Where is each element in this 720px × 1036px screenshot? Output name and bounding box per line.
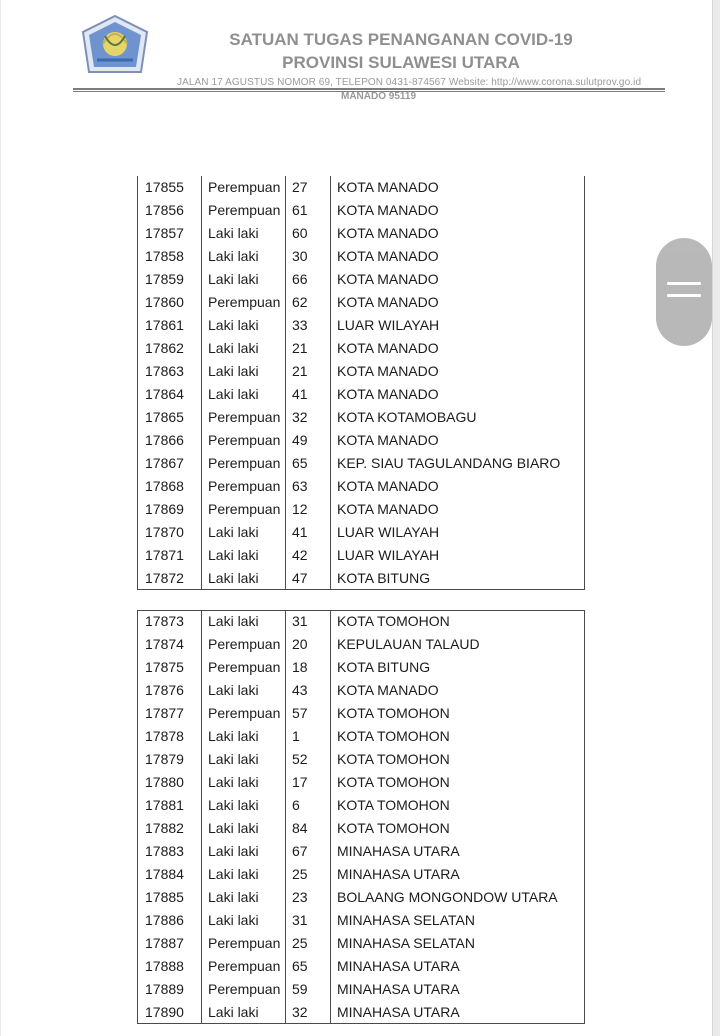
table-row — [137, 725, 585, 748]
table-bottom-border — [137, 589, 585, 590]
gender-cell: Laki laki — [208, 340, 259, 356]
location-cell: KOTA MANADO — [337, 432, 439, 448]
scroll-handle[interactable] — [656, 238, 712, 346]
table-row — [137, 291, 585, 314]
table-row — [137, 521, 585, 544]
location-cell: KOTA MANADO — [337, 501, 439, 517]
age-cell: 20 — [292, 636, 308, 652]
table-row — [137, 383, 585, 406]
location-cell: KOTA MANADO — [337, 202, 439, 218]
gender-cell: Laki laki — [208, 317, 259, 333]
gender-cell: Perempuan — [208, 478, 281, 494]
table-grid-line — [330, 610, 331, 1024]
gender-cell: Laki laki — [208, 797, 259, 813]
location-cell: KOTA MANADO — [337, 248, 439, 264]
table-row — [137, 268, 585, 291]
table-grid-line — [285, 176, 286, 590]
header-title: SATUAN TUGAS PENANGANAN COVID-19 — [229, 30, 573, 49]
gender-cell: Laki laki — [208, 682, 259, 698]
gender-cell: Perempuan — [208, 935, 281, 951]
gender-cell: Laki laki — [208, 751, 259, 767]
case-number-cell: 17871 — [145, 547, 184, 563]
gender-cell: Perempuan — [208, 179, 281, 195]
table-row — [137, 429, 585, 452]
age-cell: 25 — [292, 866, 308, 882]
table-grid-line — [584, 610, 585, 1024]
table-row — [137, 771, 585, 794]
case-number-cell: 17867 — [145, 455, 184, 471]
location-cell: KOTA TOMOHON — [337, 820, 450, 836]
table-row — [137, 337, 585, 360]
header-rule — [73, 88, 665, 90]
case-number-cell: 17890 — [145, 1004, 184, 1020]
gender-cell: Laki laki — [208, 728, 259, 744]
header-city: MANADO 95119 — [341, 91, 417, 102]
age-cell: 49 — [292, 432, 308, 448]
case-number-cell: 17859 — [145, 271, 184, 287]
gender-cell: Laki laki — [208, 866, 259, 882]
gender-cell: Laki laki — [208, 524, 259, 540]
case-number-cell: 17881 — [145, 797, 184, 813]
location-cell: LUAR WILAYAH — [337, 547, 440, 563]
age-cell: 17 — [292, 774, 308, 790]
gender-cell: Perempuan — [208, 705, 281, 721]
table-top-border — [137, 610, 585, 611]
age-cell: 31 — [292, 613, 308, 629]
table-row — [137, 452, 585, 475]
case-number-cell: 17875 — [145, 659, 184, 675]
age-cell: 65 — [292, 455, 308, 471]
gender-cell: Laki laki — [208, 889, 259, 905]
age-cell: 12 — [292, 501, 308, 517]
case-number-cell: 17861 — [145, 317, 184, 333]
table-row — [137, 794, 585, 817]
gender-cell: Laki laki — [208, 820, 259, 836]
age-cell: 43 — [292, 682, 308, 698]
gender-cell: Laki laki — [208, 386, 259, 402]
table-row — [137, 314, 585, 337]
location-cell: BOLAANG MONGONDOW UTARA — [337, 889, 558, 905]
table-row — [137, 748, 585, 771]
table-row — [137, 633, 585, 656]
table-row — [137, 886, 585, 909]
location-cell: KOTA TOMOHON — [337, 797, 450, 813]
gender-cell: Laki laki — [208, 1004, 259, 1020]
gender-cell: Perempuan — [208, 455, 281, 471]
age-cell: 66 — [292, 271, 308, 287]
table-row — [137, 679, 585, 702]
gender-cell: Laki laki — [208, 248, 259, 264]
table-bottom-border — [137, 1023, 585, 1024]
location-cell: KOTA MANADO — [337, 682, 439, 698]
location-cell: KOTA MANADO — [337, 271, 439, 287]
gender-cell: Perempuan — [208, 432, 281, 448]
age-cell: 59 — [292, 981, 308, 997]
location-cell: KOTA MANADO — [337, 478, 439, 494]
location-cell: MINAHASA UTARA — [337, 958, 460, 974]
location-cell: MINAHASA UTARA — [337, 1004, 460, 1020]
age-cell: 84 — [292, 820, 308, 836]
case-number-cell: 17874 — [145, 636, 184, 652]
location-cell: KOTA TOMOHON — [337, 751, 450, 767]
location-cell: KOTA MANADO — [337, 386, 439, 402]
case-number-cell: 17887 — [145, 935, 184, 951]
case-number-cell: 17863 — [145, 363, 184, 379]
location-cell: KOTA TOMOHON — [337, 613, 450, 629]
gender-cell: Laki laki — [208, 225, 259, 241]
location-cell: KOTA MANADO — [337, 340, 439, 356]
location-cell: LUAR WILAYAH — [337, 317, 440, 333]
age-cell: 52 — [292, 751, 308, 767]
location-cell: KOTA TOMOHON — [337, 728, 450, 744]
location-cell: KOTA KOTAMOBAGU — [337, 409, 477, 425]
table-row — [137, 245, 585, 268]
drag-handle-icon-line — [667, 294, 701, 297]
location-cell: MINAHASA SELATAN — [337, 935, 475, 951]
location-cell: KOTA MANADO — [337, 225, 439, 241]
table-row — [137, 176, 585, 199]
table-row — [137, 817, 585, 840]
table-row — [137, 406, 585, 429]
gender-cell: Laki laki — [208, 570, 259, 586]
gender-cell: Perempuan — [208, 409, 281, 425]
location-cell: KEPULAUAN TALAUD — [337, 636, 480, 652]
age-cell: 31 — [292, 912, 308, 928]
case-number-cell: 17856 — [145, 202, 184, 218]
age-cell: 18 — [292, 659, 308, 675]
table-grid-line — [137, 176, 138, 590]
gender-cell: Perempuan — [208, 659, 281, 675]
age-cell: 6 — [292, 797, 300, 813]
location-cell: MINAHASA UTARA — [337, 981, 460, 997]
table-row — [137, 840, 585, 863]
location-cell: KOTA MANADO — [337, 179, 439, 195]
case-number-cell: 17865 — [145, 409, 184, 425]
age-cell: 57 — [292, 705, 308, 721]
table-row — [137, 610, 585, 633]
gender-cell: Perempuan — [208, 981, 281, 997]
document-page — [1, 0, 713, 1036]
gender-cell: Laki laki — [208, 843, 259, 859]
location-cell: LUAR WILAYAH — [337, 524, 440, 540]
table-row — [137, 932, 585, 955]
table-row — [137, 1001, 585, 1024]
age-cell: 47 — [292, 570, 308, 586]
case-number-cell: 17858 — [145, 248, 184, 264]
gender-cell: Perempuan — [208, 501, 281, 517]
table-row — [137, 702, 585, 725]
age-cell: 30 — [292, 248, 308, 264]
table-row — [137, 656, 585, 679]
location-cell: KOTA TOMOHON — [337, 774, 450, 790]
table-row — [137, 544, 585, 567]
gender-cell: Perempuan — [208, 958, 281, 974]
age-cell: 1 — [292, 728, 300, 744]
header-address: JALAN 17 AGUSTUS NOMOR 69, TELEPON 0431-874567 Website: http://www.corona.sulutprov.go.id — [177, 77, 642, 88]
age-cell: 27 — [292, 179, 308, 195]
age-cell: 41 — [292, 386, 308, 402]
gender-cell: Perempuan — [208, 202, 281, 218]
table-grid-line — [201, 610, 202, 1024]
table-grid-line — [584, 176, 585, 590]
location-cell: MINAHASA UTARA — [337, 843, 460, 859]
table-row — [137, 498, 585, 521]
table-row — [137, 978, 585, 1001]
case-number-cell: 17869 — [145, 501, 184, 517]
case-number-cell: 17879 — [145, 751, 184, 767]
age-cell: 67 — [292, 843, 308, 859]
location-cell: KOTA TOMOHON — [337, 705, 450, 721]
case-number-cell: 17872 — [145, 570, 184, 586]
drag-handle-icon — [667, 282, 701, 285]
case-number-cell: 17864 — [145, 386, 184, 402]
age-cell: 41 — [292, 524, 308, 540]
gender-cell: Perempuan — [208, 636, 281, 652]
table-row — [137, 222, 585, 245]
age-cell: 60 — [292, 225, 308, 241]
case-number-cell: 17880 — [145, 774, 184, 790]
case-number-cell: 17889 — [145, 981, 184, 997]
gender-cell: Laki laki — [208, 613, 259, 629]
location-cell: MINAHASA SELATAN — [337, 912, 475, 928]
table-row — [137, 567, 585, 590]
gender-cell: Laki laki — [208, 774, 259, 790]
case-number-cell: 17860 — [145, 294, 184, 310]
case-number-cell: 17883 — [145, 843, 184, 859]
case-number-cell: 17878 — [145, 728, 184, 744]
case-number-cell: 17885 — [145, 889, 184, 905]
case-number-cell: 17886 — [145, 912, 184, 928]
table-row — [137, 955, 585, 978]
case-number-cell: 17888 — [145, 958, 184, 974]
age-cell: 33 — [292, 317, 308, 333]
location-cell: KOTA MANADO — [337, 294, 439, 310]
header-subtitle: PROVINSI SULAWESI UTARA — [282, 53, 520, 72]
provincial-emblem-icon — [81, 14, 149, 80]
table-grid-line — [285, 610, 286, 1024]
table-row — [137, 199, 585, 222]
age-cell: 32 — [292, 1004, 308, 1020]
case-number-cell: 17868 — [145, 478, 184, 494]
age-cell: 21 — [292, 363, 308, 379]
table-row — [137, 360, 585, 383]
case-number-cell: 17884 — [145, 866, 184, 882]
table-row — [137, 475, 585, 498]
case-number-cell: 17862 — [145, 340, 184, 356]
age-cell: 63 — [292, 478, 308, 494]
case-number-cell: 17857 — [145, 225, 184, 241]
table-row — [137, 909, 585, 932]
case-number-cell: 17882 — [145, 820, 184, 836]
gender-cell: Laki laki — [208, 912, 259, 928]
case-number-cell: 17870 — [145, 524, 184, 540]
case-table-2 — [137, 610, 585, 1024]
location-cell: KEP. SIAU TAGULANDANG BIARO — [337, 455, 561, 471]
gender-cell: Laki laki — [208, 271, 259, 287]
case-number-cell: 17855 — [145, 179, 184, 195]
location-cell: KOTA BITUNG — [337, 570, 431, 586]
location-cell: KOTA MANADO — [337, 363, 439, 379]
case-number-cell: 17877 — [145, 705, 184, 721]
age-cell: 25 — [292, 935, 308, 951]
age-cell: 65 — [292, 958, 308, 974]
gender-cell: Perempuan — [208, 294, 281, 310]
age-cell: 62 — [292, 294, 308, 310]
table-grid-line — [330, 176, 331, 590]
table-row — [137, 863, 585, 886]
age-cell: 61 — [292, 202, 308, 218]
case-number-cell: 17876 — [145, 682, 184, 698]
case-table-1 — [137, 176, 585, 590]
age-cell: 23 — [292, 889, 308, 905]
age-cell: 32 — [292, 409, 308, 425]
age-cell: 42 — [292, 547, 308, 563]
table-grid-line — [137, 610, 138, 1024]
gender-cell: Laki laki — [208, 547, 259, 563]
location-cell: MINAHASA UTARA — [337, 866, 460, 882]
table-grid-line — [201, 176, 202, 590]
location-cell: KOTA BITUNG — [337, 659, 431, 675]
gender-cell: Laki laki — [208, 363, 259, 379]
case-number-cell: 17866 — [145, 432, 184, 448]
case-number-cell: 17873 — [145, 613, 184, 629]
age-cell: 21 — [292, 340, 308, 356]
